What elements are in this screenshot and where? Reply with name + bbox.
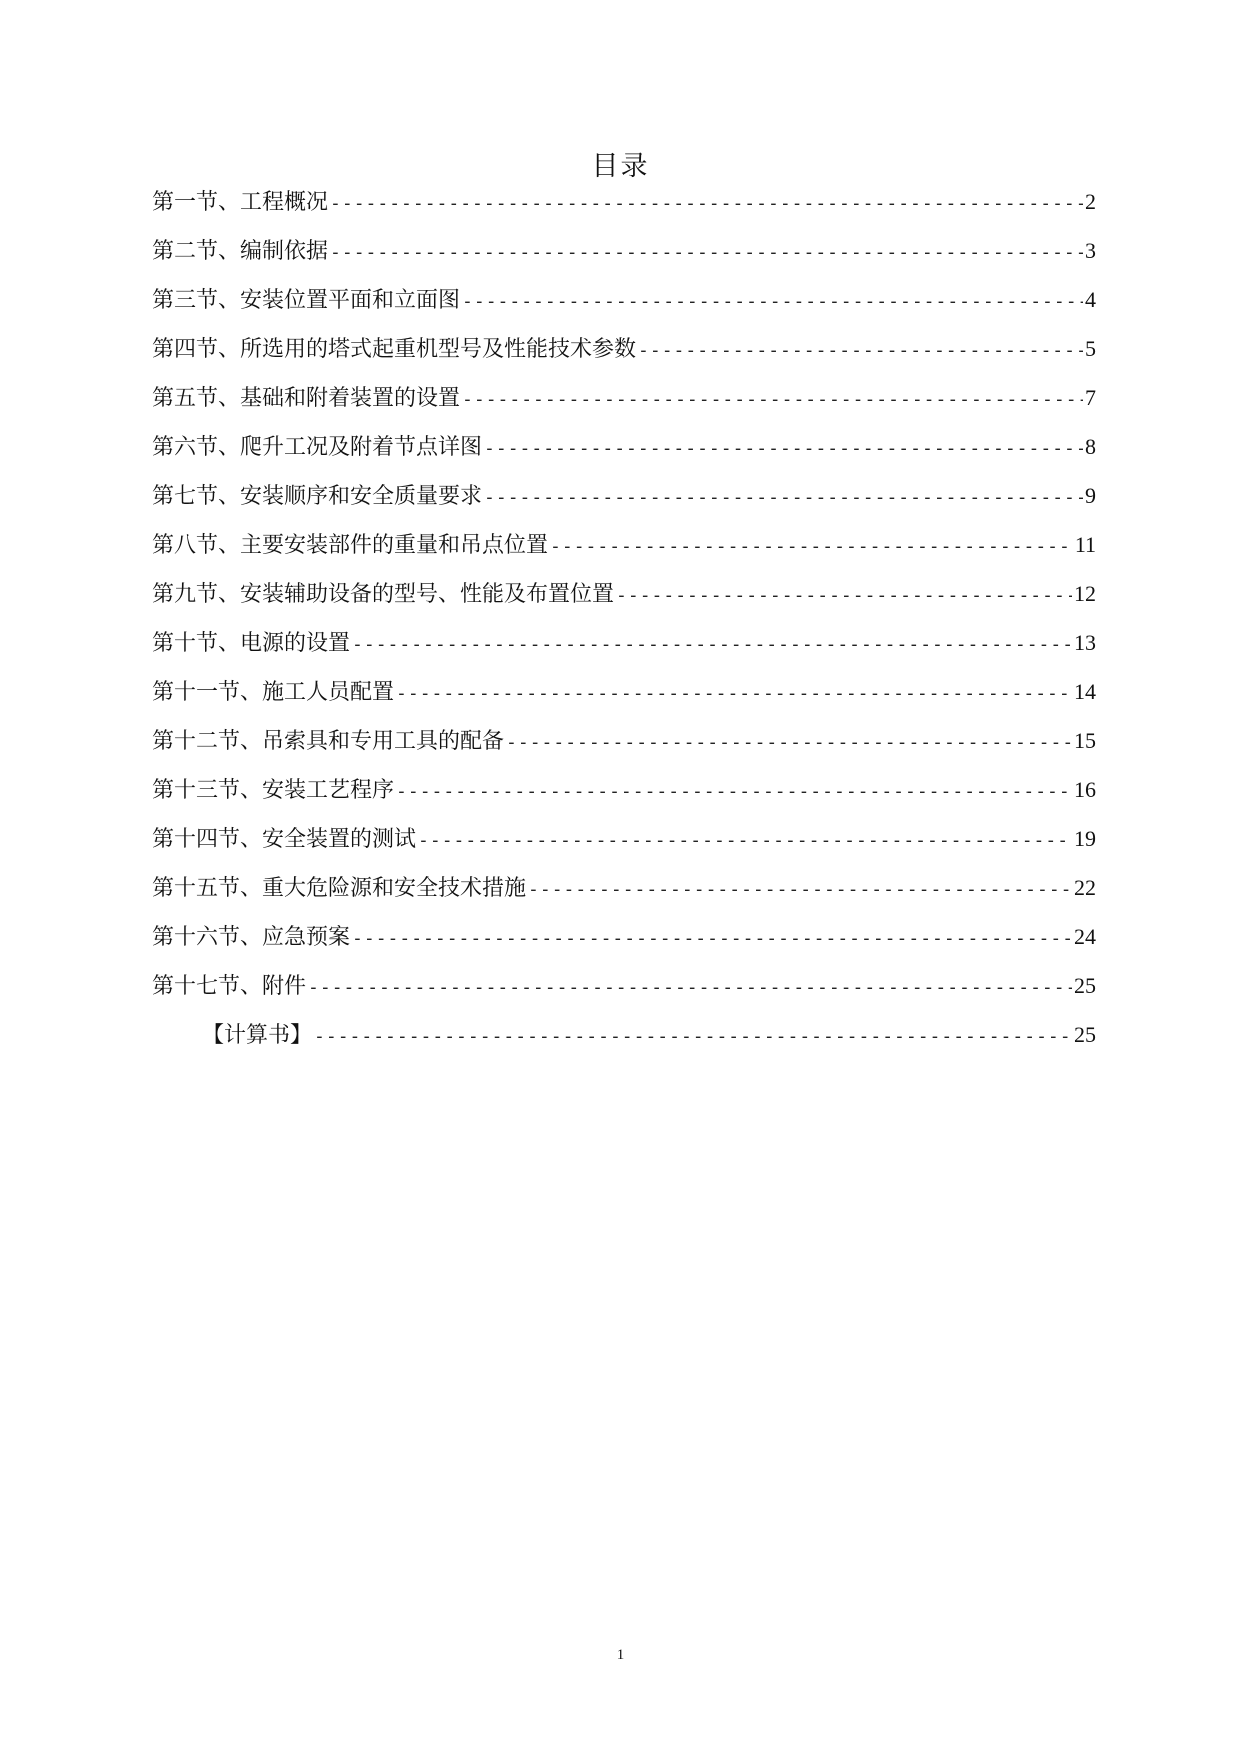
toc-entry-label: 第九节、安装辅助设备的型号、性能及布置位置 <box>152 582 615 607</box>
toc-dash-leader <box>308 973 1072 1003</box>
toc-entry-section-5[interactable] <box>152 383 1096 432</box>
toc-dash-leader <box>352 630 1072 660</box>
toc-dash-leader <box>396 679 1072 709</box>
toc-entry-page: 5 <box>1085 336 1096 361</box>
toc-entry-label: 第八节、主要安装部件的重量和吊点位置 <box>152 533 549 558</box>
toc-entry-section-1[interactable] <box>152 187 1096 236</box>
toc-dash-leader <box>314 1022 1072 1052</box>
toc-dash-leader <box>638 336 1083 366</box>
toc-entry-page: 19 <box>1074 826 1096 851</box>
toc-dash-leader <box>484 434 1083 464</box>
toc-title: 目录 <box>591 151 650 182</box>
toc-entry-label: 第十六节、应急预案 <box>152 925 351 950</box>
toc-entry-label: 第十一节、施工人员配置 <box>152 680 395 705</box>
toc-entry-page: 4 <box>1085 287 1096 312</box>
table-of-contents <box>152 187 1096 1069</box>
toc-entry-section-15[interactable] <box>152 873 1096 922</box>
toc-entry-section-3[interactable] <box>152 285 1096 334</box>
toc-entry-label: 第四节、所选用的塔式起重机型号及性能技术参数 <box>152 337 637 362</box>
toc-dash-leader <box>616 581 1072 611</box>
toc-entry-section-6[interactable] <box>152 432 1096 481</box>
toc-dash-leader <box>550 532 1073 562</box>
page-number: 1 <box>616 1647 625 1663</box>
toc-entry-label: 第二节、编制依据 <box>152 239 329 264</box>
toc-entry-page: 14 <box>1074 679 1096 704</box>
toc-entry-page: 3 <box>1085 238 1096 263</box>
toc-entry-label: 第六节、爬升工况及附着节点详图 <box>152 435 483 460</box>
toc-dash-leader <box>330 189 1083 219</box>
toc-entry-page: 16 <box>1074 777 1096 802</box>
toc-entry-page: 25 <box>1074 1022 1096 1047</box>
toc-entry-page: 22 <box>1074 875 1096 900</box>
toc-entry-label: 第十七节、附件 <box>152 974 307 999</box>
toc-entry-page: 8 <box>1085 434 1096 459</box>
toc-entry-page: 15 <box>1074 728 1096 753</box>
toc-entry-label: 第三节、安装位置平面和立面图 <box>152 288 461 313</box>
toc-entry-page: 25 <box>1074 973 1096 998</box>
toc-entry-label: 第十四节、安全装置的测试 <box>152 827 417 852</box>
toc-entry-label: 第一节、工程概况 <box>152 190 329 215</box>
toc-dash-leader <box>462 287 1083 317</box>
toc-dash-leader <box>528 875 1072 905</box>
toc-entry-page: 24 <box>1074 924 1096 949</box>
toc-entry-label: 第十节、电源的设置 <box>152 631 351 656</box>
toc-entry-label: 第七节、安装顺序和安全质量要求 <box>152 484 483 509</box>
toc-entry-page: 9 <box>1085 483 1096 508</box>
toc-entry-page: 12 <box>1074 581 1096 606</box>
toc-entry-section-12[interactable] <box>152 726 1096 775</box>
toc-entry-section-17[interactable] <box>152 971 1096 1020</box>
toc-entry-label: 第十五节、重大危险源和安全技术措施 <box>152 876 527 901</box>
toc-entry-page: 11 <box>1074 532 1096 557</box>
toc-dash-leader <box>462 385 1083 415</box>
toc-entry-label: 第五节、基础和附着装置的设置 <box>152 386 461 411</box>
toc-entry-calculation-book[interactable] <box>152 1020 1096 1069</box>
toc-entry-label: 第十二节、吊索具和专用工具的配备 <box>152 729 505 754</box>
toc-entry-section-14[interactable] <box>152 824 1096 873</box>
toc-dash-leader <box>418 826 1072 856</box>
toc-entry-section-4[interactable] <box>152 334 1096 383</box>
toc-entry-page: 2 <box>1085 189 1096 214</box>
toc-entry-label: 【计算书】 <box>202 1023 313 1048</box>
toc-entry-label: 第十三节、安装工艺程序 <box>152 778 395 803</box>
toc-entry-section-10[interactable] <box>152 628 1096 677</box>
toc-entry-section-9[interactable] <box>152 579 1096 628</box>
toc-entry-section-2[interactable] <box>152 236 1096 285</box>
toc-entry-page: 13 <box>1074 630 1096 655</box>
toc-dash-leader <box>330 238 1083 268</box>
toc-entry-section-11[interactable] <box>152 677 1096 726</box>
toc-dash-leader <box>352 924 1072 954</box>
toc-entry-section-7[interactable] <box>152 481 1096 530</box>
toc-dash-leader <box>484 483 1083 513</box>
toc-entry-section-16[interactable] <box>152 922 1096 971</box>
toc-dash-leader <box>396 777 1072 807</box>
toc-entry-page: 7 <box>1085 385 1096 410</box>
toc-dash-leader <box>506 728 1072 758</box>
toc-entry-section-13[interactable] <box>152 775 1096 824</box>
toc-entry-section-8[interactable] <box>152 530 1096 579</box>
